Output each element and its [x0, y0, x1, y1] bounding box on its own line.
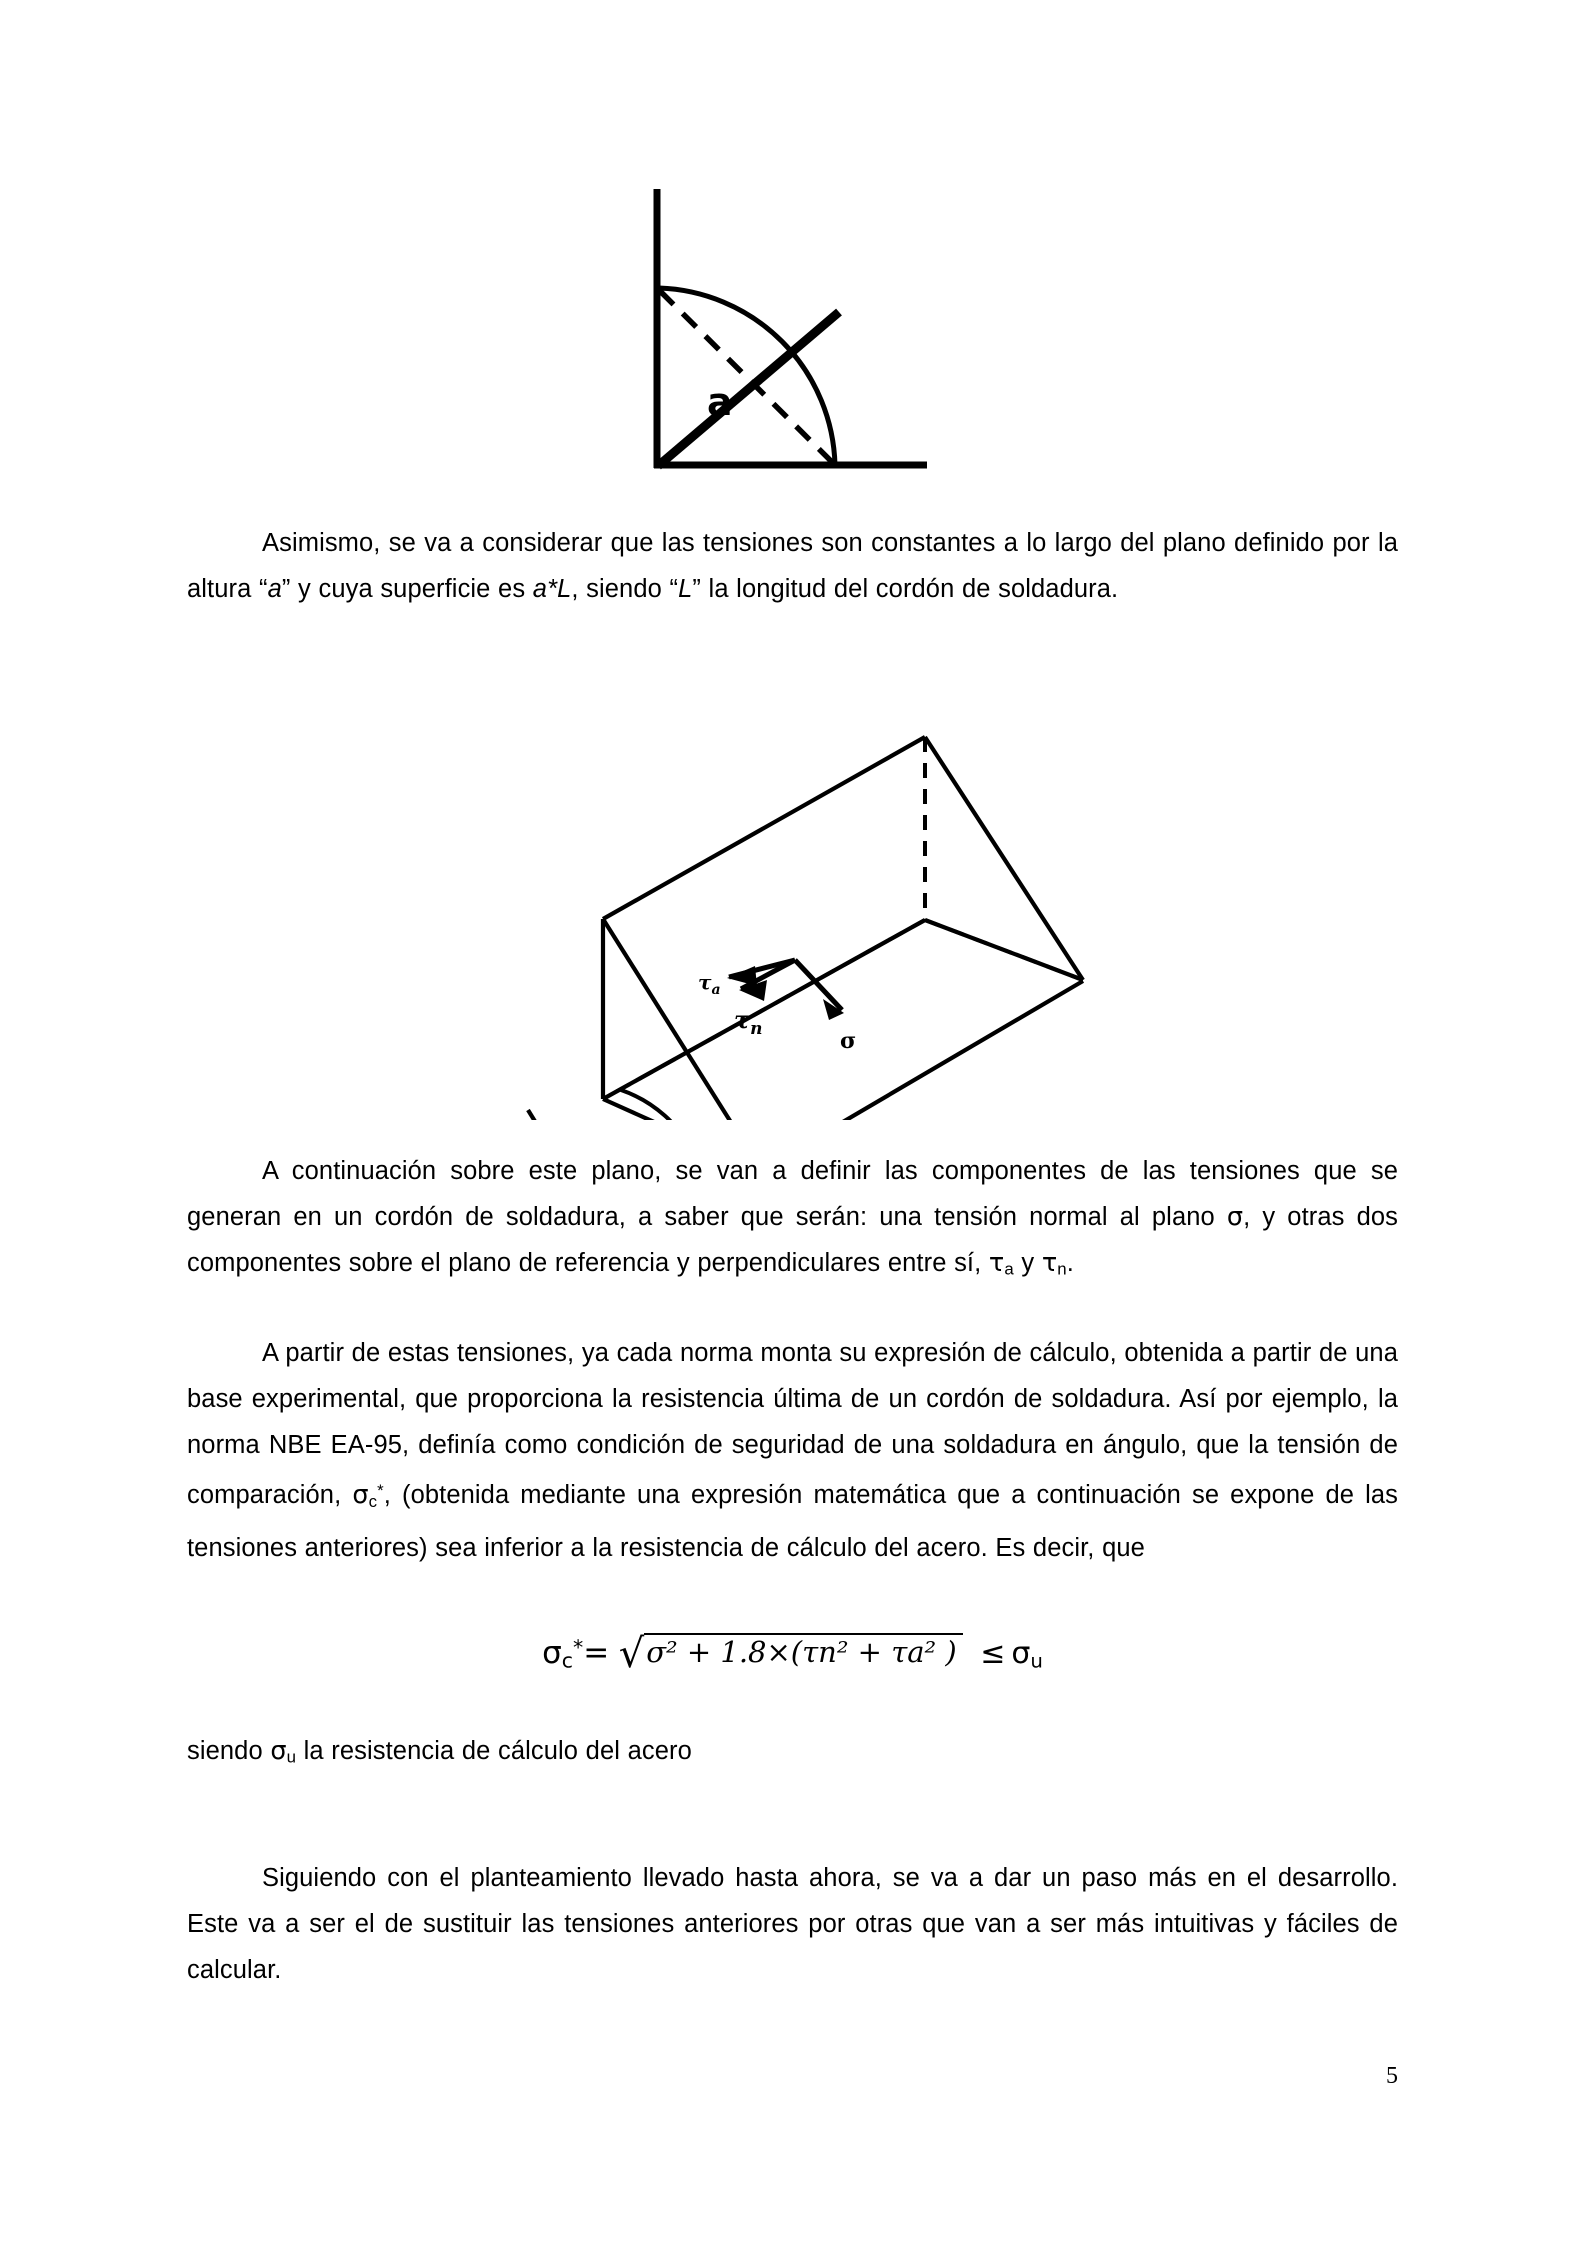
prism-hidden-diagonal-edge [603, 920, 925, 1099]
p2-tau-a-symbol: τ [988, 1248, 1005, 1278]
formula-radical-sign: √ [618, 1631, 645, 1677]
prism-front-lower-edge [761, 981, 1083, 1120]
label-tau-n: $\tau_n$ [734, 1005, 763, 1039]
p1-italic-a: a [267, 575, 282, 603]
dimension-tick-left [528, 1110, 552, 1120]
paragraph-block-1 [187, 520, 1398, 612]
p2-text-part-1: A continuación sobre este plano, se van a definir las componentes de las tensiones que se generan en un cordón de soldadura, a saber que serán: una tensión normal al plano [187, 1157, 1398, 1231]
figure-weld-prism [513, 690, 1153, 1120]
p3-text-part-2: , (obtenida mediante una expresión matemática que a continuación se expone de las tensiones anteriores) sea inferior a la resistencia de cálculo del acero. Es decir, que [187, 1481, 1398, 1562]
p4-text-part-1: siendo [187, 1737, 271, 1765]
paragraph-1 [187, 520, 1398, 612]
paragraph-2 [187, 1148, 1398, 1293]
p4-sigma-symbol: σ [270, 1736, 287, 1766]
p3-sigma-symbol: σ [352, 1480, 369, 1511]
label-sigma: σ [840, 1028, 857, 1054]
p1-italic-l: L [678, 575, 693, 603]
paragraph-5: Siguiendo con el planteamiento llevado hasta ahora, se va a dar un paso más en el desarrollo. Este va a ser el de sustituir las tensiones anteriores por otras que van a ser más intuitivas y fáciles de calcular. [187, 1864, 1398, 1984]
figure-throat-section [627, 185, 957, 505]
formula-lhs: $\sigma_c^*=$ [542, 1635, 610, 1673]
formula-radicand: σ² + 1.8×(τn² + τa² ) [644, 1633, 962, 1667]
p3-text-part-1: A partir de estas tensiones, ya cada norma monta su expresión de cálculo, obtenida a partir de una base experimental, que proporciona la resistencia última de un cordón de soldadura. Así por ejemplo, la norma NBE EA-95, definía como condición de seguridad de una soldadura en ángulo, que la tensión de comparación, [187, 1339, 1398, 1510]
prism-top-right-edge [925, 737, 1083, 980]
label-tau-a: $\tau_a$ [698, 970, 721, 998]
p1-text-part-1: Asimismo, se va a considerar que las tensiones son constantes a lo largo del plano definido por la altura “ [187, 529, 1398, 603]
p1-text-part-4: ” la longitud del cordón de soldadura. [692, 575, 1119, 603]
formula-rhs: $\sigma_u$ [1011, 1636, 1043, 1673]
p4-text-part-2: la resistencia de cálculo del acero [296, 1737, 692, 1765]
p2-sigma-symbol: σ [1226, 1202, 1244, 1232]
p3-sigma-subscript: c [368, 1491, 378, 1511]
p2-tau-a-subscript: a [1004, 1259, 1014, 1279]
paragraph-block-2 [187, 1148, 1398, 1293]
figure-throat-label-a: a [707, 380, 733, 424]
page-content [187, 0, 1398, 2244]
paragraph-block-3 [187, 1330, 1398, 1571]
formula-block [187, 1630, 1398, 1677]
p2-tau-n-symbol: τ [1041, 1248, 1058, 1278]
paragraph-3 [187, 1330, 1398, 1571]
throat-height-line [658, 312, 839, 466]
prism-throat-arc [621, 1090, 695, 1120]
p1-text-part-3: , siendo “ [571, 575, 679, 603]
p2-text-part-4: . [1066, 1249, 1074, 1277]
page-number: 5 [1386, 2063, 1398, 2089]
comparison-stress-formula [542, 1630, 1043, 1677]
paragraph-4 [187, 1728, 1398, 1781]
p1-italic-al: a*L [532, 575, 572, 603]
prism-top-ridge [603, 737, 925, 919]
paragraph-block-5 [187, 1855, 1398, 1993]
p2-text-part-2: , y otras dos componentes sobre el plano de referencia y perpendiculares entre sí, [187, 1203, 1398, 1277]
p2-text-part-3: y [1013, 1249, 1042, 1277]
prism-left-bottom-edge [603, 1099, 761, 1120]
p3-sigma-superscript: * [377, 1481, 384, 1500]
p2-tau-n-subscript: n [1057, 1259, 1067, 1279]
paragraph-block-4 [187, 1728, 1398, 1781]
formula-relation: ≤ [980, 1636, 1006, 1671]
p1-text-part-2: ” y cuya superficie es [281, 575, 533, 603]
p4-sigma-subscript: u [286, 1747, 297, 1767]
